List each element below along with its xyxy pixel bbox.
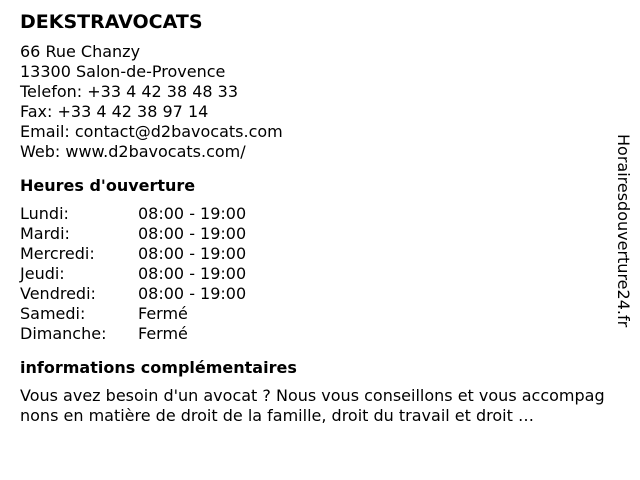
hours-day: Jeudi: [20, 264, 65, 283]
hours-day: Vendredi: [20, 284, 96, 303]
hours-day: Mardi: [20, 224, 70, 243]
hours-time: 08:00 - 19:00 [138, 284, 247, 303]
phone-line: Telefon: +33 4 42 38 48 33 [20, 82, 239, 101]
hours-row-sunday [20, 324, 610, 344]
email-line: Email: contact@d2bavocats.com [20, 122, 283, 141]
address-city: 13300 Salon-de-Provence [20, 62, 226, 81]
hours-day: Samedi: [20, 304, 86, 323]
business-card [20, 10, 610, 426]
info-description: Vous avez besoin d'un avocat ? Nous vous conseillons et vous accompagnons en matière de droit de la famille, droit du travail et droit … [20, 386, 605, 425]
hours-time: Fermé [138, 324, 188, 343]
info-heading: informations complémentaires [20, 358, 297, 377]
hours-row-tuesday [20, 224, 610, 244]
hours-heading: Heures d'ouverture [20, 176, 196, 195]
hours-day: Dimanche: [20, 324, 107, 343]
hours-row-saturday [20, 304, 610, 324]
hours-row-thursday [20, 264, 610, 284]
address-street: 66 Rue Chanzy [20, 42, 141, 61]
web-line: Web: www.d2bavocats.com/ [20, 142, 246, 161]
hours-time: 08:00 - 19:00 [138, 244, 247, 263]
hours-time: 08:00 - 19:00 [138, 224, 247, 243]
hours-row-monday [20, 204, 610, 224]
business-name: DEKSTRAVOCATS [20, 11, 203, 33]
hours-day: Lundi: [20, 204, 69, 223]
hours-table [20, 204, 610, 344]
hours-time: 08:00 - 19:00 [138, 204, 247, 223]
hours-day: Mercredi: [20, 244, 95, 263]
hours-row-friday [20, 284, 610, 304]
hours-time: Fermé [138, 304, 188, 323]
hours-row-wednesday [20, 244, 610, 264]
fax-line: Fax: +33 4 42 38 97 14 [20, 102, 209, 121]
hours-time: 08:00 - 19:00 [138, 264, 247, 283]
site-watermark-label: Horairesdouverture24.fr [614, 134, 633, 328]
